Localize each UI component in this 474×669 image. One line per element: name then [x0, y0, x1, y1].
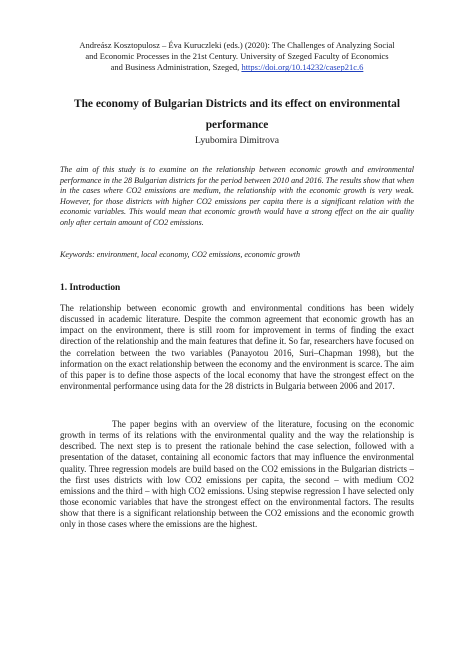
citation-line-3: [60, 62, 414, 73]
citation-line-1: Andreász Kosztopulosz – Éva Kuruczleki (eds.) (2020): The Challenges of Analyzing Social: [79, 40, 395, 50]
abstract: The aim of this study is to examine on the relationship between economic growth and environmental performance in the 28 Bulgarian districts for the period between 2010 and 2016. The results show that when in the cases where CO2 emissions are medium, the relationship with the economic growth is very weak. However, for those districts with higher CO2 emissions per capita there is a significant relation with the economic variables. This would mean that economic growth would have a strong effect on the air quality only after certain amount of CO2 emissions.: [60, 165, 414, 227]
intro-paragraph-2: The paper begins with an overview of the literature, focusing on the economic growth in terms of its relations with the environmental quality and the way the relationship is described. The next step is to present the rationale behind the case selection, followed with a presentation of the dataset, containing all economic factors that may influence the environmental quality. Three regression models are build based on the CO2 emissions in the Bulgarian districts – the first uses districts with low CO2 emissions per capita, the second – with medium CO2 emissions and the third – with high CO2 emissions. Using stepwise regression I have selected only those economic variables that have the strongest effect on the environmental factors. The results show that there is a significant relationship between the CO2 emissions and the economic growth only in those cases where the emissions are the highest.: [60, 419, 414, 530]
citation-header: [60, 40, 414, 74]
doi-link[interactable]: https://doi.org/10.14232/casep21c.6: [241, 62, 364, 73]
section-heading-introduction: 1. Introduction: [60, 283, 121, 293]
author-name: Lyubomira Dimitrova: [195, 135, 279, 146]
citation-line-2: and Economic Processes in the 21st Century. University of Szeged Faculty of Economics: [85, 51, 389, 62]
paper-title: The economy of Bulgarian Districts and its effect on environmental performance: [74, 98, 400, 131]
keywords: Keywords: environment, local economy, CO2 emissions, economic growth: [60, 250, 301, 259]
citation-line-3-text: and Business Administration, Szeged,: [110, 62, 242, 73]
intro-paragraph-1: The relationship between economic growth and environmental conditions has been widely discussed in academic literature. Despite the common agreement that economic growth has an impact on the environment, there is still room for improvement in terms of finding the exact direction of the relationship and the main features that define it. So far, researchers have focused on the correlation between the two variables (Panayotou 2016, Suri–Chapman 1998), but the information on the exact relationship between the economy and the environment is scarce. The aim of this paper is to define those aspects of the local economy that have the strongest effect on the environmental performance using data for the 28 districts in Bulgaria between 2006 and 2017.: [60, 303, 414, 392]
